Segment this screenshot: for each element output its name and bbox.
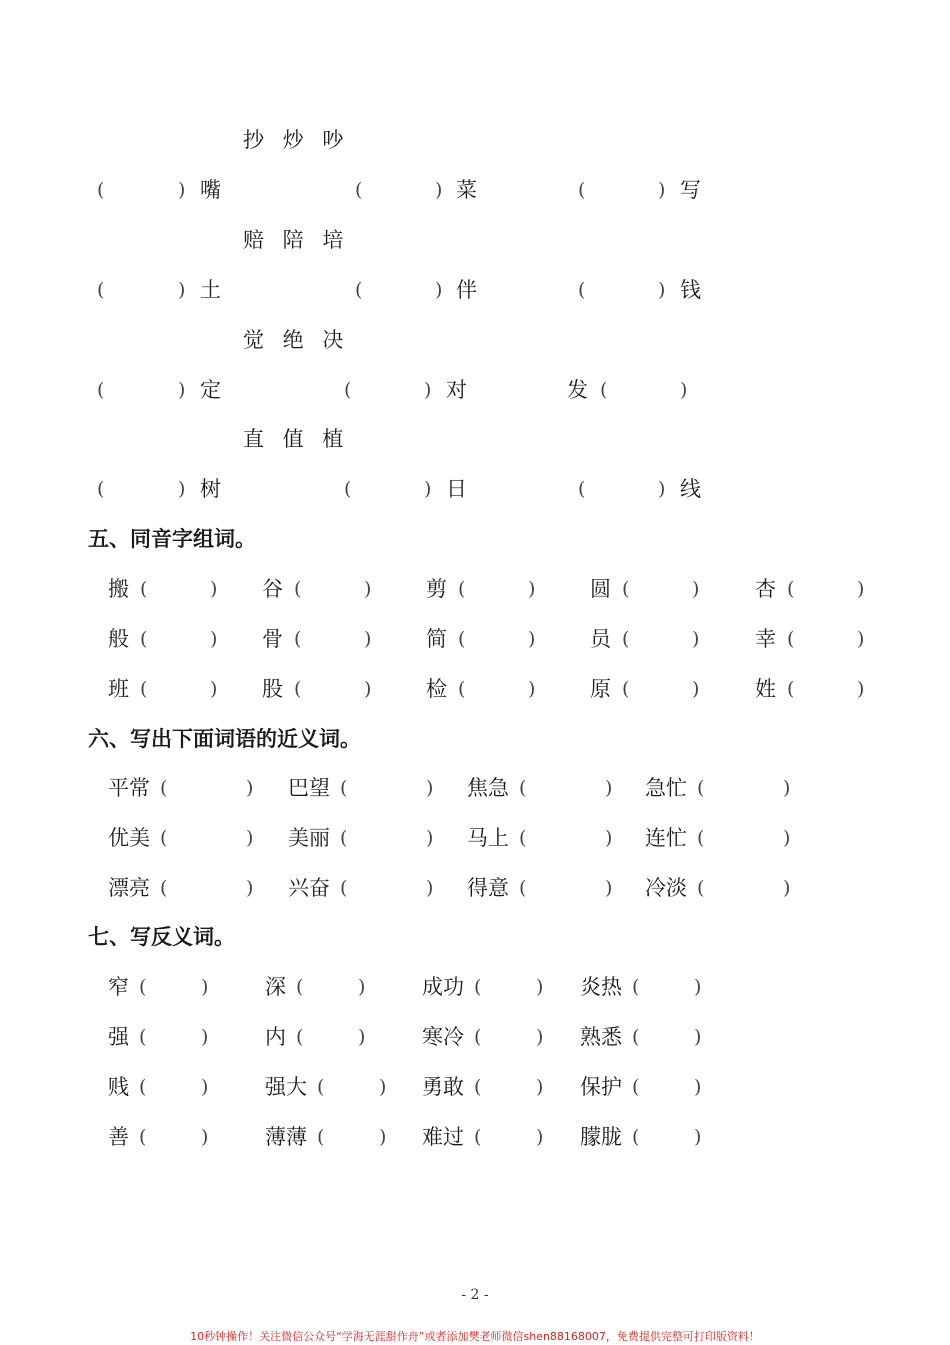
answer-blank-open: ( [458,578,466,600]
answer-blank-close: ) [364,578,372,600]
answer-blank-open: ( [519,877,527,899]
word-item: 深 [265,975,286,999]
word-item: 般 [108,627,129,651]
word-item: 简 [426,627,447,651]
word-item: 优美 [108,826,150,850]
char-group-row [0,424,950,454]
answer-blank-close: ) [201,1076,209,1098]
answer-blank-open: ( [340,777,348,799]
word-item: 保护 [580,1075,622,1099]
word-item: 窄 [108,975,129,999]
answer-blank-open: ( [160,827,168,849]
answer-blank-open: ( [622,678,630,700]
answer-blank-open: ( [139,1026,147,1048]
answer-blank-open: ( [140,678,148,700]
word-item: 强 [108,1025,129,1049]
answer-blank-open: ( [294,628,302,650]
char-group-row [0,125,950,155]
word-row [0,624,950,654]
word-item: 剪 [426,577,447,601]
char-group: 觉 绝 决 [243,328,350,352]
answer-blank-open: ( [340,877,348,899]
word-item: 朦胧 [580,1125,622,1149]
answer-blank-close: ) [857,678,865,700]
char-group: 直 值 植 [243,427,350,451]
answer-blank-close: ) [783,827,791,849]
answer-blank-close: ) [210,578,218,600]
word-row [0,674,950,704]
answer-blank-close: ) [528,678,536,700]
answer-blank-open: ( [458,678,466,700]
answer-blank-open: ( [632,1076,640,1098]
answer-blank-close: ) [692,578,700,600]
word-item: 杏 [755,577,776,601]
answer-blank-open: ( [474,1076,482,1098]
word-item: 圆 [590,577,611,601]
answer-blank-close: ) [694,976,702,998]
answer-blank-open: ( [632,1026,640,1048]
word-item: 贱 [108,1075,129,1099]
fill-word: 写 [680,178,701,202]
word-item: 急忙 [645,776,687,800]
word-item: 骨 [262,627,283,651]
answer-blank-open: ( [632,976,640,998]
char-group: 赔 陪 培 [243,228,350,252]
answer-blank-close: ) [210,678,218,700]
answer-blank-close: ) [379,1126,387,1148]
answer-blank-close: ) [694,1126,702,1148]
answer-blank-open: ( [519,827,527,849]
answer-blank-open: ( [139,976,147,998]
word-item: 兴奋 [288,876,330,900]
char-group-row [0,225,950,255]
fill-word: 树 [200,477,221,501]
page-number: - 2 - [461,1287,489,1303]
answer-blank-close: ) [783,777,791,799]
answer-blank-open: ( [632,1126,640,1148]
answer-blank-open: ( [474,1026,482,1048]
section-6-title: 六、写出下面词语的近义词。 [88,727,361,751]
word-item: 巴望 [288,776,330,800]
answer-blank-close: ) [783,877,791,899]
answer-blank-open: ( [160,877,168,899]
answer-blank-open: ( [160,777,168,799]
answer-blank-open: ( [474,1126,482,1148]
answer-blank-close: ) [210,628,218,650]
word-item: 股 [262,677,283,701]
answer-blank-open: ( [140,578,148,600]
answer-blank-close: ) [528,578,536,600]
char-group: 抄 炒 吵 [243,128,350,152]
answer-blank-close: ) [536,976,544,998]
answer-blank-close: ) [857,628,865,650]
word-item: 漂亮 [108,876,150,900]
word-row [0,1022,950,1052]
answer-blank-close: ) [246,877,254,899]
answer-blank-close: ) [426,777,434,799]
answer-blank-open: ( [458,628,466,650]
fill-row: ( ) 嘴 ( ) 菜 ( ) 写 [0,175,950,205]
answer-blank-open: ( [474,976,482,998]
word-row [0,823,950,853]
answer-blank-close: ) [358,1026,366,1048]
word-item: 难过 [422,1125,464,1149]
word-item: 得意 [467,876,509,900]
answer-blank-open: ( [340,827,348,849]
answer-blank-close: ) [605,877,613,899]
fill-word: 嘴 [200,178,221,202]
answer-blank-open: ( [519,777,527,799]
answer-blank-open: ( [622,578,630,600]
fill-word: 定 [200,378,221,402]
word-row [0,1072,950,1102]
fill-word: 伴 [456,278,477,302]
answer-blank-close: ) [536,1076,544,1098]
word-item: 冷淡 [645,876,687,900]
word-item: 员 [590,627,611,651]
promo-footer: 10秒钟操作！关注微信公众号“学海无涯甜作舟”或者添加樊老师微信shen88168007，免费提供完整可打印版资料！ [190,1330,760,1343]
word-item: 勇敢 [422,1075,464,1099]
fill-row: ( ) 土 ( ) 伴 ( ) 钱 [0,275,950,305]
answer-blank-open: ( [697,777,705,799]
word-item: 薄薄 [265,1125,307,1149]
answer-blank-close: ) [201,976,209,998]
fill-word: 土 [200,278,221,302]
answer-blank-open: ( [697,827,705,849]
word-row [0,972,950,1002]
word-row [0,574,950,604]
word-item: 检 [426,677,447,701]
word-item: 焦急 [467,776,509,800]
answer-blank-open: ( [622,628,630,650]
answer-blank-close: ) [364,678,372,700]
answer-blank-open: ( [787,628,795,650]
answer-blank-close: ) [426,827,434,849]
word-item: 寒冷 [422,1025,464,1049]
word-item: 姓 [755,677,776,701]
answer-blank-open: ( [787,678,795,700]
answer-blank-close: ) [358,976,366,998]
fill-word: 发 [567,378,588,402]
fill-word: 线 [680,477,701,501]
answer-blank-close: ) [857,578,865,600]
fill-word: 钱 [680,278,701,302]
answer-blank-close: ) [379,1076,387,1098]
word-item: 成功 [422,975,464,999]
fill-word: 日 [446,477,467,501]
answer-blank-close: ) [536,1126,544,1148]
fill-word: 菜 [456,178,477,202]
word-row [0,773,950,803]
word-item: 班 [108,677,129,701]
answer-blank-close: ) [246,827,254,849]
answer-blank-open: ( [140,628,148,650]
fill-row: ( ) 定 ( ) 对 发 ( ) [0,375,950,405]
answer-blank-close: ) [426,877,434,899]
answer-blank-close: ) [605,777,613,799]
word-item: 平常 [108,776,150,800]
answer-blank-close: ) [201,1026,209,1048]
answer-blank-open: ( [697,877,705,899]
answer-blank-open: ( [296,976,304,998]
answer-blank-open: ( [787,578,795,600]
answer-blank-close: ) [692,628,700,650]
word-item: 美丽 [288,826,330,850]
char-group-row [0,325,950,355]
answer-blank-open: ( [139,1126,147,1148]
word-row [0,1122,950,1152]
fill-word: 对 [446,378,467,402]
word-row [0,873,950,903]
answer-blank-close: ) [694,1076,702,1098]
answer-blank-close: ) [536,1026,544,1048]
answer-blank-open: ( [317,1126,325,1148]
word-item: 马上 [467,826,509,850]
answer-blank-open: ( [139,1076,147,1098]
answer-blank-close: ) [694,1026,702,1048]
word-item: 搬 [108,577,129,601]
answer-blank-close: ) [692,678,700,700]
word-item: 原 [590,677,611,701]
word-item: 幸 [755,627,776,651]
answer-blank-close: ) [201,1126,209,1148]
section-7-title: 七、写反义词。 [88,925,235,949]
word-item: 连忙 [645,826,687,850]
section-5-title: 五、同音字组词。 [88,527,256,551]
answer-blank-open: ( [317,1076,325,1098]
answer-blank-open: ( [296,1026,304,1048]
answer-blank-close: ) [528,628,536,650]
word-item: 内 [265,1025,286,1049]
word-item: 炎热 [580,975,622,999]
answer-blank-close: ) [246,777,254,799]
answer-blank-open: ( [294,678,302,700]
word-item: 熟悉 [580,1025,622,1049]
fill-row: ( ) 树 ( ) 日 ( ) 线 [0,474,950,504]
answer-blank-close: ) [605,827,613,849]
answer-blank-close: ) [364,628,372,650]
answer-blank-open: ( [294,578,302,600]
word-item: 谷 [262,577,283,601]
word-item: 善 [108,1125,129,1149]
word-item: 强大 [265,1075,307,1099]
